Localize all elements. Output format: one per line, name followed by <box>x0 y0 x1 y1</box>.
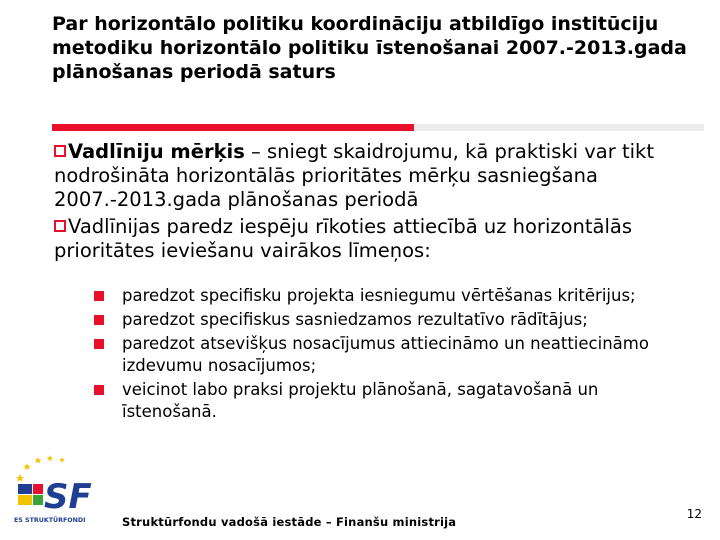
filled-square-bullet-icon <box>94 291 104 301</box>
bullet-lead: Vadlīniju mērķis <box>68 140 245 163</box>
sub-bullet-4 <box>94 379 694 423</box>
sub-bullet-text: paredzot specifisku projekta iesniegumu vērtēšanas kritērijus; <box>122 286 636 305</box>
main-bullet-2 <box>54 215 709 263</box>
main-bullet-1 <box>54 140 709 212</box>
page-number: 12 <box>686 507 702 521</box>
main-bullet-list <box>54 140 709 266</box>
sub-bullet-2 <box>94 309 694 331</box>
filled-square-bullet-icon <box>94 315 104 325</box>
footer-text: Struktūrfondu vadošā iestāde – Finanšu ministrija <box>122 515 457 529</box>
sub-bullet-text: veicinot labo praksi projektu plānošanā, sagatavošanā un īstenošanā. <box>122 380 599 421</box>
bullet-text: Vadlīnijas paredz iespēju rīkoties attiecībā uz horizontālās prioritātes ieviešanu vairākos līmeņos: <box>54 215 633 262</box>
sub-bullet-3 <box>94 333 694 377</box>
sub-bullet-1 <box>94 285 694 307</box>
bullet-text: – sniegt skaidrojumu, kā praktiski var tikt nodrošināta horizontālās prioritātes mērķu sasniegšana 2007.-2013.gada plānošanas periodā <box>54 140 654 211</box>
es-strukturfondi-logo <box>10 452 114 528</box>
sub-bullet-text: paredzot atsevišķus nosacījumus attiecināmo un neattiecināmo izdevumu nosacījumos; <box>122 334 649 375</box>
filled-square-bullet-icon <box>94 385 104 395</box>
title-underline-red <box>52 124 414 131</box>
logo-letters: SF <box>44 477 92 517</box>
filled-square-bullet-icon <box>94 339 104 349</box>
slide-title: Par horizontālo politiku koordināciju atbildīgo institūciju metodiku horizontālo politiku īstenošanai 2007.-2013.gada plānošanas periodā saturs <box>52 13 687 83</box>
title-underline-gray <box>414 124 704 131</box>
hollow-square-bullet-icon <box>54 220 66 232</box>
hollow-square-bullet-icon <box>54 145 66 157</box>
color-blocks-icon <box>18 484 43 505</box>
sub-bullet-list <box>94 285 694 425</box>
sub-bullet-text: paredzot specifiskus sasniedzamos rezultatīvo rādītājus; <box>122 310 588 329</box>
logo-caption: ES STRUKTŪRFONDI <box>14 517 86 524</box>
